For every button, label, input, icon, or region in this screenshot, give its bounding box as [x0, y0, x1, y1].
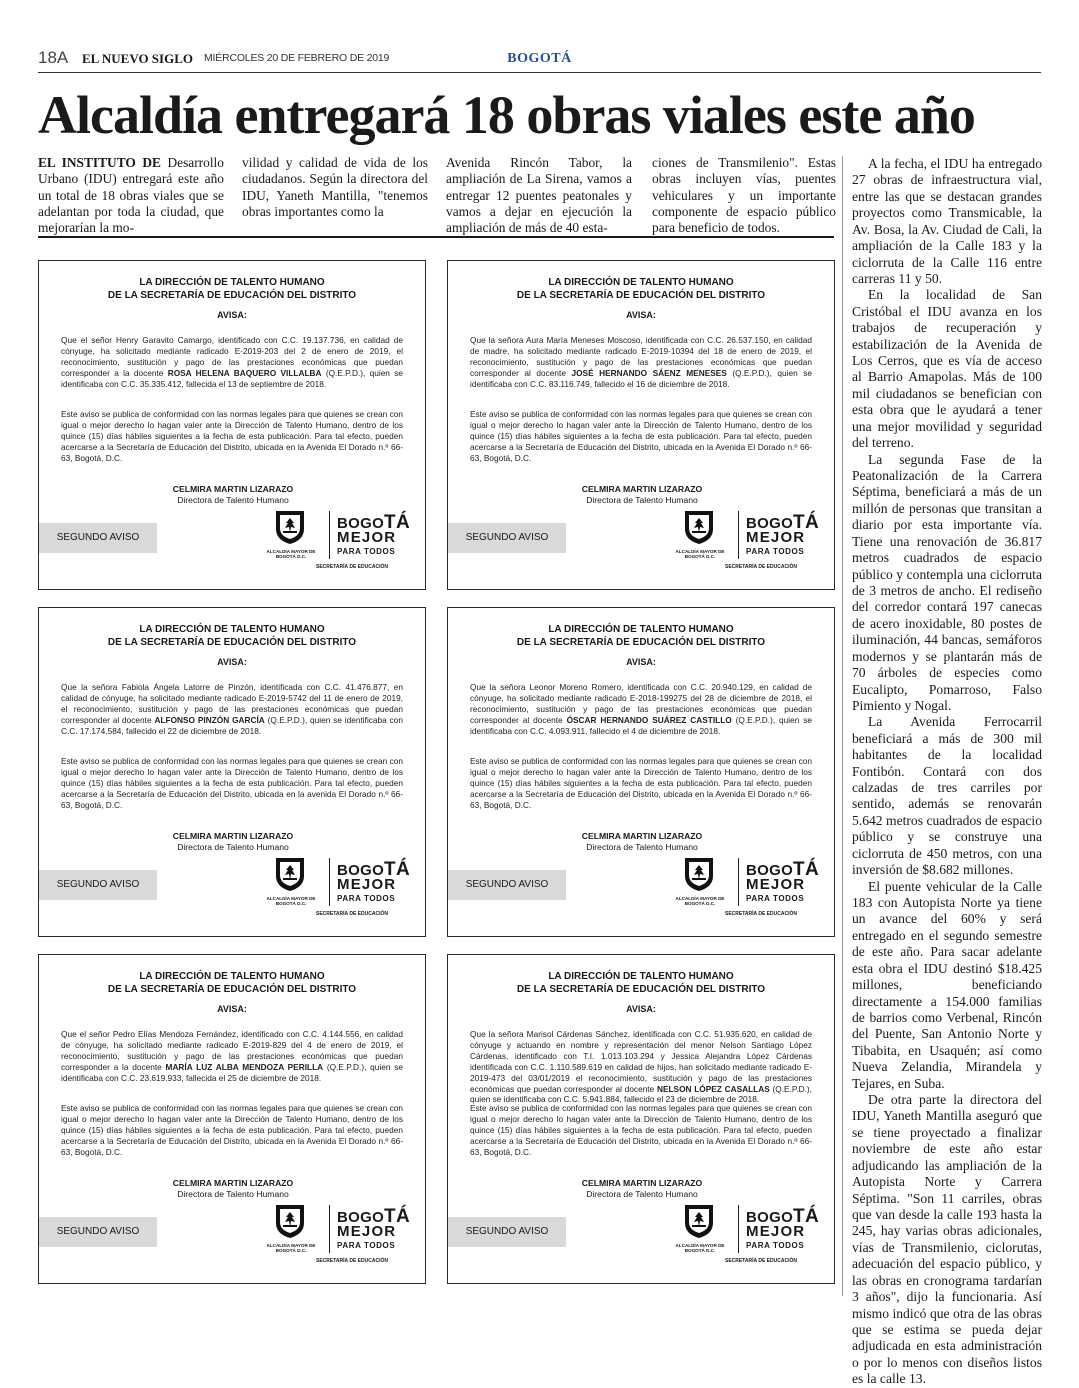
- page-number: 18A: [38, 48, 69, 67]
- article-paragraph: En la localidad de San Cristóbal el IDU avanza en los trabajos de recuperación y estabilización de la Avenida de Los Cerros, que es vía de acceso al Barrio Amapolas. Más de 100 mil ciudadanos se benefician con esta obra que le ayudará a tener una mejor movilidad y seguridad del terreno.: [852, 287, 1042, 451]
- notice-avisa: AVISA:: [626, 1004, 656, 1014]
- article-right-column: [852, 156, 1042, 1388]
- notice-header: [448, 623, 834, 649]
- logo-separator: [329, 1205, 330, 1253]
- logo-ogo: OGO: [348, 1209, 385, 1226]
- bogota-crest-icon: [682, 1203, 716, 1239]
- bogota-mejor-logo: [676, 509, 826, 575]
- logo-mejor: MEJOR: [746, 1223, 806, 1240]
- notice-paragraph-2: Este aviso se publica de conformidad con las normas legales para que quienes se crean con igual o mejor derecho lo hagan valer ante la Dirección de Talento Humano, dentro de los quince (15) días hábiles siguientes a la fecha de esta publicación. Para tal efecto, pueden acercarse a la Secretaría de Educación del Distrito, ubicada en la avenida El Dorado n.º 66-63, Bogotá, D.C.: [61, 756, 403, 810]
- bogota-mejor-logo: [676, 1203, 826, 1269]
- notice-avisa: AVISA:: [217, 310, 247, 320]
- notice-header: [39, 970, 425, 996]
- notice-p1-after: (Q.E.P.D.), quien se identificaba con C.C. 5.941.884, fallecido el 23 de diciembre de 2018.: [470, 1083, 812, 1105]
- section-divider: [38, 236, 834, 238]
- alcaldia-text: ALCALDÍA MAYOR DE BOGOTÁ D.C.: [675, 549, 725, 560]
- logo-ogo: OGO: [757, 862, 794, 879]
- notice-signature: [448, 831, 836, 853]
- signer-name: CELMIRA MARTIN LIZARAZO: [581, 831, 703, 841]
- article-paragraph: La Avenida Ferrocarril beneficiará a más de 300 mil habitantes de la localidad Fontibón. Contará con dos calzadas de tres carriles por sentido, además se renovarán 5.642 metros cuadrados de espacio público y se construye una ciclorruta de 450 metros, con una inversión de $8.682 millones.: [852, 714, 1042, 878]
- segundo-aviso-tag: SEGUNDO AVISO: [39, 1217, 157, 1247]
- bogota-mejor-logo: [676, 856, 826, 922]
- bogota-crest-icon: [682, 509, 716, 545]
- notice-signature: [39, 484, 427, 506]
- notice-p1-before: Que la señora Aura María Meneses Moscoso, identificada con C.C. 26.537.150, en calidad de madre, ha solicitado mediante radicado E-2019-10394 del 18 de enero de 2019, el reconocimiento, sustitución y pago de las prestaciones económicas que puedan corresponder al docente: [470, 335, 812, 378]
- notice-header: [448, 970, 834, 996]
- segundo-aviso-tag: SEGUNDO AVISO: [448, 1217, 566, 1247]
- bogota-crest-icon: [273, 1203, 307, 1239]
- notice-header-line2: DE LA SECRETARÍA DE EDUCACIÓN DEL DISTRITO: [516, 290, 766, 301]
- logo-b: B: [746, 1209, 758, 1226]
- logo-ogo: OGO: [348, 862, 385, 879]
- logo-separator: [329, 858, 330, 906]
- notice-signature: [448, 484, 836, 506]
- notice-avisa: AVISA:: [217, 1004, 247, 1014]
- signer-title: Directora de Talento Humano: [177, 495, 289, 505]
- deceased-name: ROSA HELENA BAQUERO VILLALBA: [167, 367, 322, 378]
- logo-ogo: OGO: [757, 1209, 794, 1226]
- notice-p1-after: (Q.E.P.D.), quien se identificaba con C.C. 4.093.911, fallecido el 4 de diciembre de 2018.: [470, 714, 812, 736]
- article-headline: Alcaldía entregará 18 obras viales este año: [38, 85, 975, 145]
- bogota-crest-icon: [682, 856, 716, 892]
- logo-ogo: OGO: [348, 515, 385, 532]
- logo-separator: [329, 511, 330, 559]
- article-paragraph: A la fecha, el IDU ha entregado 27 obras de infraestructura vial, entre las que se destacan grandes proyectos como Transmicable, la Av. Bosa, la Av. Ciudad de Cali, la ampliación de la Calle 183 y la ciclorruta de la Calle 116 entre carreras 11 y 50.: [852, 156, 1042, 286]
- intro-column-4: ciones de Transmilenio". Estas obras incluyen vías, puentes vehiculares y un importante componente de espacio público para beneficio de todos.: [652, 155, 836, 236]
- signer-name: CELMIRA MARTIN LIZARAZO: [172, 831, 294, 841]
- logo-para-todos: PARA TODOS: [337, 894, 396, 903]
- logo-secretaria: SECRETARÍA DE EDUCACIÓN: [316, 911, 388, 917]
- alcaldia-text: ALCALDÍA MAYOR DE BOGOTÁ D.C.: [266, 1243, 316, 1254]
- notice-paragraph-2: Este aviso se publica de conformidad con las normas legales para que quienes se crean con igual o mejor derecho lo hagan valer ante la Dirección de Talento Humano, dentro de los quince (15) días hábiles siguientes a la fecha de esta publicación. Para tal efecto, pueden acercarse a la Secretaría de Educación del Distrito, ubicada en la Avenida El Dorado n.º 66-63, Bogotá, D.C.: [61, 409, 403, 463]
- notice-paragraph-2: Este aviso se publica de conformidad con las normas legales para que quienes se crean con igual o mejor derecho lo hagan valer ante la Dirección de Talento Humano, dentro de los quince (15) días hábiles siguientes a la fecha de esta publicación. Para tal efecto, pueden acercarse a la Secretaría de Educación del Distrito, ubicada en la Avenida El Dorado n.º 66-63, Bogotá, D.C.: [470, 1103, 812, 1157]
- legal-notice: [38, 260, 426, 590]
- notice-paragraph-2: Este aviso se publica de conformidad con las normas legales para que quienes se crean con igual o mejor derecho lo hagan valer ante la Dirección de Talento Humano, dentro de los quince (15) días hábiles siguientes a la fecha de esta publicación. Para tal efecto, pueden acercarse a la Secretaría de Educación del Distrito, ubicada en la Avenida El Dorado n.º 66-63, Bogotá, D.C.: [61, 1103, 403, 1157]
- notice-header-line1: LA DIRECCIÓN DE TALENTO HUMANO: [548, 971, 734, 982]
- logo-separator: [738, 1205, 739, 1253]
- notice-avisa: AVISA:: [626, 657, 656, 667]
- notice-p1-before: Que la señora Fabiola Ángela Latorre de Pinzón, identificada con C.C. 41.476.877, en calidad de cónyuge, ha solicitado mediante radicado E-2019-5742 del 11 de enero de 2019, el reconocimiento, sustitución y pago de las prestaciones económicas que puedan corresponder al docente: [61, 682, 403, 725]
- logo-secretaria: SECRETARÍA DE EDUCACIÓN: [316, 564, 388, 570]
- notice-p1-after: (Q.E.P.D.), quien se identificaba con C.C. 23.619.933, fallecida el 25 de diciembre de 2018.: [61, 1061, 403, 1083]
- notice-p1-before: Que el señor Henry Garavito Camargo, identificado con C.C. 19.137.736, en calidad de cónyuge, ha solicitado mediante radicado E-2019-203 del 2 de enero de 2019, el reconocimiento, sustitución y pago de las prestaciones económicas que puedan corresponder a la docente: [61, 335, 403, 378]
- notice-header: [39, 623, 425, 649]
- notice-header: [39, 276, 425, 302]
- notice-header-line2: DE LA SECRETARÍA DE EDUCACIÓN DEL DISTRITO: [516, 637, 766, 648]
- alcaldia-text: ALCALDÍA MAYOR DE BOGOTÁ D.C.: [266, 896, 316, 907]
- logo-b: B: [746, 515, 758, 532]
- page-header: [38, 48, 1041, 73]
- logo-mejor: MEJOR: [746, 876, 806, 893]
- legal-notice: [447, 954, 835, 1284]
- logo-b: B: [337, 862, 349, 879]
- logo-ta: TÁ: [384, 1206, 410, 1227]
- notice-avisa: AVISA:: [217, 657, 247, 667]
- logo-secretaria: SECRETARÍA DE EDUCACIÓN: [725, 911, 797, 917]
- intro-column-2: vilidad y calidad de vida de los ciudadanos. Según la directora del IDU, Yaneth Mantilla, "tenemos obras importantes como la: [242, 155, 428, 219]
- legal-notice: [447, 607, 835, 937]
- logo-secretaria: SECRETARÍA DE EDUCACIÓN: [725, 1258, 797, 1264]
- intro-text-1: Desarrollo Urbano (IDU) entregará este año un total de 18 obras viales que se adelantan por toda la ciudad, que mejorarían la mo-: [38, 155, 224, 236]
- bogota-mejor-logo: [267, 509, 417, 575]
- notice-paragraph-1: [61, 1029, 403, 1084]
- logo-ta: TÁ: [384, 512, 410, 533]
- legal-notice: [38, 607, 426, 937]
- signer-title: Directora de Talento Humano: [177, 842, 289, 852]
- notice-paragraph-2: Este aviso se publica de conformidad con las normas legales para que quienes se crean con igual o mejor derecho lo hagan valer ante la Dirección de Talento Humano, dentro de los quince (15) días hábiles siguientes a la fecha de esta publicación. Para tal efecto, pueden acercarse a la Secretaría de Educación del Distrito, ubicada en la Avenida El Dorado n.º 66-63, Bogotá, D.C.: [470, 409, 812, 463]
- notice-p1-after: (Q.E.P.D.), quien se identificaba con C.C. 17.174.584, fallecido el 22 de diciembre de 2018.: [61, 714, 404, 736]
- intro-column-1: [38, 155, 224, 236]
- notice-header-line1: LA DIRECCIÓN DE TALENTO HUMANO: [139, 971, 325, 982]
- segundo-aviso-tag: SEGUNDO AVISO: [448, 870, 566, 900]
- notice-paragraph-1: [470, 335, 812, 390]
- notice-signature: [448, 1178, 836, 1200]
- logo-mejor: MEJOR: [337, 529, 397, 546]
- logo-mejor: MEJOR: [746, 529, 806, 546]
- section-name: BOGOTÁ: [507, 51, 572, 66]
- signer-name: CELMIRA MARTIN LIZARAZO: [581, 484, 703, 494]
- notice-p1-after: (Q.E.P.D.), quien se identificaba con C.C. 35.335.412, fallecida el 13 de septiembre de 2018.: [61, 367, 403, 389]
- signer-title: Directora de Talento Humano: [586, 495, 698, 505]
- logo-para-todos: PARA TODOS: [746, 894, 805, 903]
- notice-p1-after: (Q.E.P.D.), quien se identificaba con C.C. 83.116.749, fallecido el 16 de diciembre de 2018.: [470, 367, 812, 389]
- deceased-name: NELSON LÓPEZ CASALLAS: [656, 1083, 770, 1094]
- notice-avisa: AVISA:: [626, 310, 656, 320]
- segundo-aviso-tag: SEGUNDO AVISO: [448, 523, 566, 553]
- article-paragraph: El puente vehicular de la Calle 183 con Autopista Norte ya tiene un avance del 60% y será entregado en el segundo semestre de este año. Para sacar adelante esta obra el IDU destinó $18.425 millones, beneficiando directamente a 154.000 familias de barrios como Verbenal, Rincón del Puente, San Antonio Norte y Tibabita, en Usaquén; así como Nueva Zelandia, Mirandela y Tejares, en Suba.: [852, 878, 1042, 1091]
- signer-name: CELMIRA MARTIN LIZARAZO: [172, 484, 294, 494]
- notice-paragraph-2: Este aviso se publica de conformidad con las normas legales para que quienes se crean con igual o mejor derecho lo hagan valer ante la Dirección de Talento Humano, dentro de los quince (15) días hábiles siguientes a la fecha de esta publicación. Para tal efecto, pueden acercarse a la Secretaría de Educación del Distrito, ubicada en la Avenida El Dorado n.º 66-63, Bogotá, D.C.: [470, 756, 812, 810]
- alcaldia-text: ALCALDÍA MAYOR DE BOGOTÁ D.C.: [266, 549, 316, 560]
- logo-b: B: [746, 862, 758, 879]
- logo-para-todos: PARA TODOS: [337, 547, 396, 556]
- segundo-aviso-tag: SEGUNDO AVISO: [39, 523, 157, 553]
- article-paragraph: La segunda Fase de la Peatonalización de la Carrera Séptima, beneficiará a más de un millón de personas que transitan a diario por esta importante vía. Tiene una renovación de 36.817 metros cuadrados de espacio público y contempla una ciclorruta de 3 metros de ancho. El rediseño del corredor contará 197 canecas de acero inoxidable, 80 postes de iluminación, 44 bancas, semáforos modernos y se plantarán más de 70 árboles de especies como Eucalipto, Pomarroso, Falso Pimiento y Nogal.: [852, 451, 1042, 713]
- logo-b: B: [337, 1209, 349, 1226]
- intro-lead: EL INSTITUTO DE: [38, 155, 161, 170]
- alcaldia-text: ALCALDÍA MAYOR DE BOGOTÁ D.C.: [675, 1243, 725, 1254]
- notice-header-line2: DE LA SECRETARÍA DE EDUCACIÓN DEL DISTRITO: [107, 637, 357, 648]
- segundo-aviso-tag: SEGUNDO AVISO: [39, 870, 157, 900]
- notice-paragraph-1: [470, 682, 812, 737]
- notice-p1-before: Que el señor Pedro Elías Mendoza Fernández, identificado con C.C. 4.144.556, en calidad de cónyuge, ha solicitado mediante radicado E-2019-829 del 4 de enero de 2019, el reconocimiento, sustitución y pago de las prestaciones económicas que puedan corresponder a la docente: [61, 1029, 403, 1072]
- legal-notice: [447, 260, 835, 590]
- issue-date: MIÉRCOLES 20 DE FEBRERO DE 2019: [204, 52, 390, 64]
- notice-header-line1: LA DIRECCIÓN DE TALENTO HUMANO: [548, 277, 734, 288]
- logo-separator: [738, 858, 739, 906]
- logo-b: B: [337, 515, 349, 532]
- logo-para-todos: PARA TODOS: [337, 1241, 396, 1250]
- alcaldia-text: ALCALDÍA MAYOR DE BOGOTÁ D.C.: [675, 896, 725, 907]
- legal-notice: [38, 954, 426, 1284]
- logo-para-todos: PARA TODOS: [746, 1241, 805, 1250]
- logo-mejor: MEJOR: [337, 1223, 397, 1240]
- article-paragraph: De otra parte la directora del IDU, Yaneth Mantilla aseguró que se tiene proyectado a finalizar noviembre de este año estar adjudicando las ampliación de la Autopista Norte y Carrera Séptima. "Son 11 carriles, obras que van desde la calle 193 hasta la 245, hay varias obras adicionales, vías de Transmilenio, ciclorutas, adecuación del espacio público, y las obras en cronograma tardarían 3 años", dijo la funcionaria. Así mismo indicó que otra de las obras que se estima se pueda dejar adjudicada en esta administración o por lo menos con diseños listos es la calle 13.: [852, 1092, 1042, 1387]
- notice-header-line1: LA DIRECCIÓN DE TALENTO HUMANO: [548, 624, 734, 635]
- deceased-name: JOSÉ HERNANDO SÁENZ MENESES: [571, 367, 727, 378]
- deceased-name: ALFONSO PINZÓN GARCÍA: [154, 714, 265, 725]
- notice-header: [448, 276, 834, 302]
- logo-separator: [738, 511, 739, 559]
- notice-header-line1: LA DIRECCIÓN DE TALENTO HUMANO: [139, 277, 325, 288]
- bogota-crest-icon: [273, 509, 307, 545]
- signer-title: Directora de Talento Humano: [586, 1189, 698, 1199]
- logo-para-todos: PARA TODOS: [746, 547, 805, 556]
- logo-ta: TÁ: [384, 859, 410, 880]
- logo-ta: TÁ: [793, 512, 819, 533]
- bogota-mejor-logo: [267, 856, 417, 922]
- notice-p1-before: Que la señora Leonor Moreno Romero, identificada con C.C. 20.940.129, en calidad de cónyuge, ha solicitado mediante radicado E-2018-199275 del 28 de diciembre de 2018, el reconocimiento, sustitución y pago de las prestaciones económicas que puedan corresponder al docente: [470, 682, 812, 725]
- deceased-name: MARÍA LUZ ALBA MENDOZA PERILLA: [165, 1061, 324, 1072]
- notice-signature: [39, 1178, 427, 1200]
- signer-title: Directora de Talento Humano: [177, 1189, 289, 1199]
- newspaper-name: EL NUEVO SIGLO: [82, 51, 193, 66]
- notice-paragraph-1: [470, 1029, 812, 1105]
- notice-header-line2: DE LA SECRETARÍA DE EDUCACIÓN DEL DISTRITO: [107, 984, 357, 995]
- intro-column-3: Avenida Rincón Tabor, la ampliación de La Sirena, vamos a entregar 12 puentes peatonales y vamos a dejar en ejecución la ampliación de más de 40 esta-: [446, 155, 632, 236]
- logo-secretaria: SECRETARÍA DE EDUCACIÓN: [316, 1258, 388, 1264]
- notice-paragraph-1: [61, 335, 403, 390]
- logo-ta: TÁ: [793, 859, 819, 880]
- deceased-name: ÓSCAR HERNANDO SUÁREZ CASTILLO: [566, 714, 732, 725]
- logo-mejor: MEJOR: [337, 876, 397, 893]
- column-divider: [842, 156, 843, 1296]
- signer-title: Directora de Talento Humano: [586, 842, 698, 852]
- bogota-crest-icon: [273, 856, 307, 892]
- notice-header-line2: DE LA SECRETARÍA DE EDUCACIÓN DEL DISTRITO: [107, 290, 357, 301]
- logo-ogo: OGO: [757, 515, 794, 532]
- notice-paragraph-1: [61, 682, 403, 737]
- signer-name: CELMIRA MARTIN LIZARAZO: [172, 1178, 294, 1188]
- logo-ta: TÁ: [793, 1206, 819, 1227]
- logo-secretaria: SECRETARÍA DE EDUCACIÓN: [725, 564, 797, 570]
- notice-header-line2: DE LA SECRETARÍA DE EDUCACIÓN DEL DISTRITO: [516, 984, 766, 995]
- notice-p1-before: Que la señora Marisol Cárdenas Sánchez, identificada con C.C. 51.935.620, en calidad de cónyuge y actuando en nombre y representación del menor Nelson Santiago López Cárdenas, identificado con T.I. 1.013.103.294 y Jessica Alejandra López Cárdenas identificada con C.C. 1.110.589.619 en calidad de hijos, han solicitado mediante radicado E-2019-473 del 03/01/2019 el reconocimiento, sustitución y pago de las prestaciones económicas que puedan corresponder al docente: [470, 1029, 812, 1094]
- notice-header-line1: LA DIRECCIÓN DE TALENTO HUMANO: [139, 624, 325, 635]
- signer-name: CELMIRA MARTIN LIZARAZO: [581, 1178, 703, 1188]
- notice-signature: [39, 831, 427, 853]
- bogota-mejor-logo: [267, 1203, 417, 1269]
